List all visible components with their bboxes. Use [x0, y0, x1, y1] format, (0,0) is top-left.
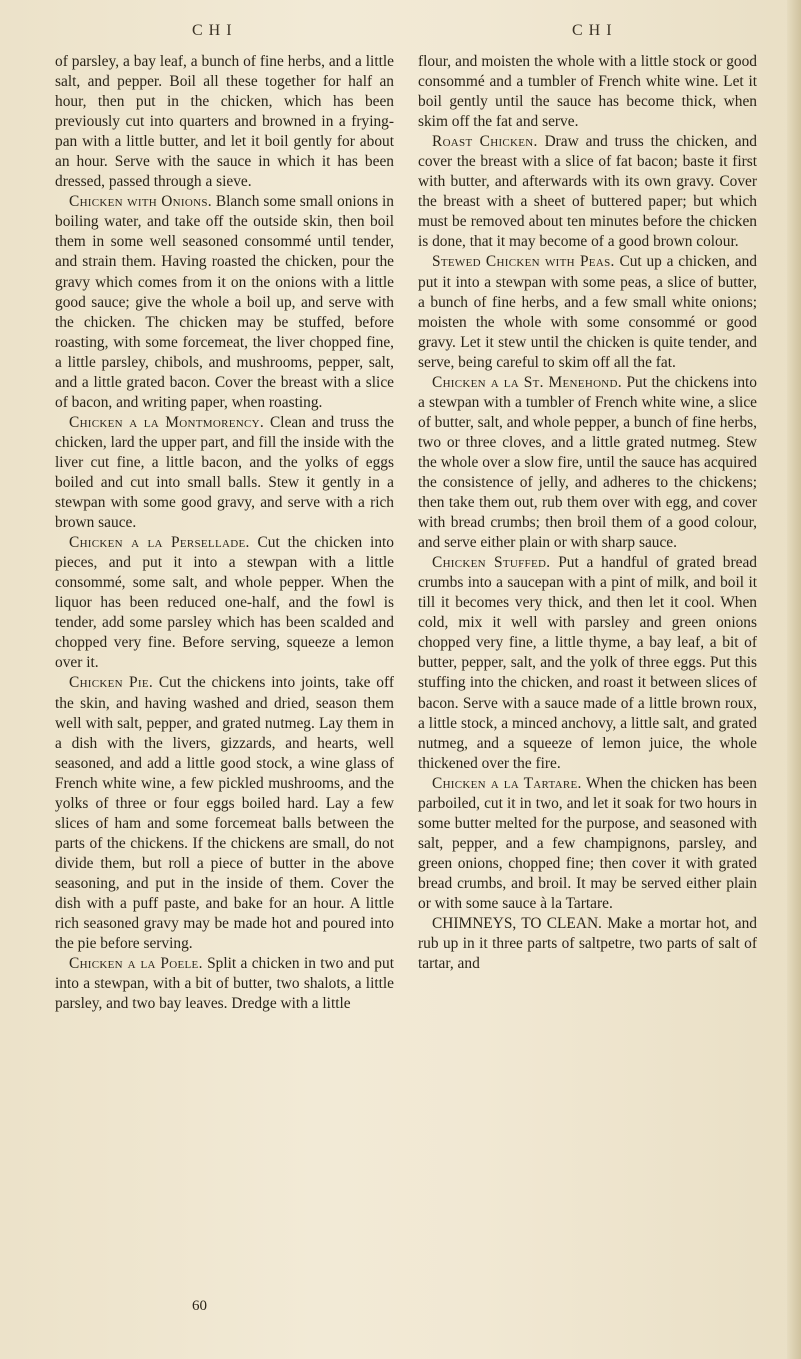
recipe-heading: Chicken a la St. Menehond.: [432, 373, 622, 391]
recipe-text: Cut the chicken into pieces, and put it into a stewpan with a little consommé, some salt, and whole pepper. When the liquor has been reduced one-half, and the fowl is tender, add some parsley which has been scalded and chopped very fine. Before serving, squeeze a lemon over it.: [55, 534, 394, 672]
paragraph: [418, 553, 757, 774]
recipe-text: flour, and moisten the whole with a little stock or good consommé and a tumbler of French white wine. Let it boil gently until the sauce has become thick, when skim off the fat and serve.: [418, 53, 757, 131]
recipe-heading: Chicken a la Poele.: [69, 955, 203, 973]
paragraph: [418, 914, 757, 974]
recipe-text: Put a handful of grated bread crumbs into a saucepan with a pint of milk, and boil it till it becomes very thick, and then let it cool. When cold, mix it well with parsley and green onions chopped very fine, a little thyme, a bay leaf, a bit of butter, pepper, salt, and the yolk of three eggs. Put this stuffing into the chicken, and roast it between slices of bacon. Serve with a sauce made of a little brown roux, a little stock, a minced anchovy, a little salt, and grated nutmeg, and a squeeze of lemon juice, the whole thickened over the fire.: [418, 554, 757, 772]
running-head-left: C H I: [192, 22, 233, 39]
paragraph: [55, 52, 394, 192]
paragraph: [55, 533, 394, 673]
recipe-heading: Chicken a la Persellade.: [69, 534, 250, 552]
page-number: 60: [192, 1298, 207, 1314]
recipe-text: Clean and truss the chicken, lard the upper part, and fill the inside with the liver cut fine, a little bacon, and the yolks of eggs boiled and cut into small balls. Stew it gently in a stewpan with some good gravy, and serve with a rich brown sauce.: [55, 413, 394, 532]
recipe-text: Blanch some small onions in boiling water, and take off the outside skin, then boil them in some well seasoned consommé until tender, and strain them. Having roasted the chicken, pour the gravy which comes from it on the onions with a little good sauce; give the whole a boil up, and serve with the chicken. The chicken may be stuffed, before roasting, with some forcemeat, the liver chopped fine, a little parsley, chibols, and mushrooms, pepper, salt, and a little grated bacon. Cover the breast with a slice of bacon, and writing paper, when roasting.: [55, 193, 394, 411]
recipe-heading: Stewed Chicken with Peas.: [432, 253, 615, 271]
recipe-text: Put the chickens into a stewpan with a tumbler of French white wine, a slice of butter, salt, and whole pepper, a bunch of fine herbs, two or three cloves, and a little grated nutmeg. Stew the whole over a slow fire, until the sauce has acquired the consistence of jelly, and adheres to the chickens; then take them out, rub them over with egg, and cover with bread crumbs; then broil them of a good colour, and serve either plain or with sharp sauce.: [418, 373, 757, 552]
paragraph: [55, 413, 394, 533]
recipe-text: Make a mortar hot, and rub up in it three parts of saltpetre, two parts of salt of tartar, and: [418, 915, 758, 973]
recipe-text: Cut the chickens into joints, take off the skin, and having washed and dried, season them well with salt, pepper, and grated nutmeg. Lay them in a dish with the livers, gizzards, and hearts, well seasoned, and add a little good stock, a wine glass of French white wine, a few pickled mushrooms, and the yolks of three or four eggs boiled hard. Lay a few slices of ham and some forcemeat balls between the parts of the chickens. If the chickens are small, do not divide them, but roll a piece of butter in the above seasoning, and put in the inside of them. Cover the dish with a puff paste, and bake for an hour. A little rich seasoned gravy may be made hot and poured into the pie before serving.: [55, 674, 394, 953]
recipe-text: Split a chicken in two and put into a stewpan, with a bit of butter, two shalots, a little parsley, and two bay leaves. Dredge with a little: [55, 955, 394, 1013]
recipe-heading: CHIMNEYS, TO CLEAN.: [432, 915, 602, 933]
paragraph: [418, 132, 757, 252]
right-column: [418, 52, 757, 974]
paragraph: [418, 373, 757, 553]
paragraph: [418, 774, 757, 914]
recipe-heading: Chicken a la Montmorency.: [69, 413, 265, 431]
paragraph: [55, 192, 394, 413]
recipe-text: of parsley, a bay leaf, a bunch of fine herbs, and a little salt, and pepper. Boil all these together for half an hour, then put in the chicken, which has been previously cut into quarters and browned in a frying-pan with a little butter, and let it boil gently for about an hour. Serve with the sauce in which it has been dressed, passed through a sieve.: [55, 53, 394, 191]
paragraph: [55, 954, 394, 1014]
recipe-heading: Chicken with Onions.: [69, 193, 212, 211]
page-edge: [787, 0, 801, 1359]
running-head-right: C H I: [572, 22, 613, 39]
recipe-heading: Roast Chicken.: [432, 133, 538, 151]
paragraph: [418, 52, 757, 132]
recipe-heading: Chicken Stuffed.: [432, 554, 551, 572]
recipe-text: Draw and truss the chicken, and cover the breast with a slice of fat bacon; baste it first with butter, and afterwards with its own gravy. Cover the breast with a sheet of buttered paper; but which must be removed about ten minutes before the chicken is done, that it may become of a good brown colour.: [418, 133, 757, 251]
recipe-text: When the chicken has been parboiled, cut it in two, and let it soak for two hours in some butter melted for the purpose, and seasoned with salt, pepper, and a few champignons, parsley, and green onions, chopped fine; then cover it with grated bread crumbs, and broil. It may be served either plain or with some sauce à la Tartare.: [418, 774, 757, 912]
recipe-text: Cut up a chicken, and put it into a stewpan with some peas, a slice of butter, a bunch of fine herbs, and a few small white onions; moisten the whole with some consommé or good gravy. Let it stew until the chicken is quite tender, and serve, being careful to skim off all the fat.: [418, 253, 757, 371]
recipe-heading: Chicken a la Tartare.: [432, 774, 582, 792]
paragraph: [55, 673, 394, 954]
paragraph: [418, 252, 757, 372]
recipe-heading: Chicken Pie.: [69, 674, 154, 692]
left-column: [55, 52, 394, 1014]
